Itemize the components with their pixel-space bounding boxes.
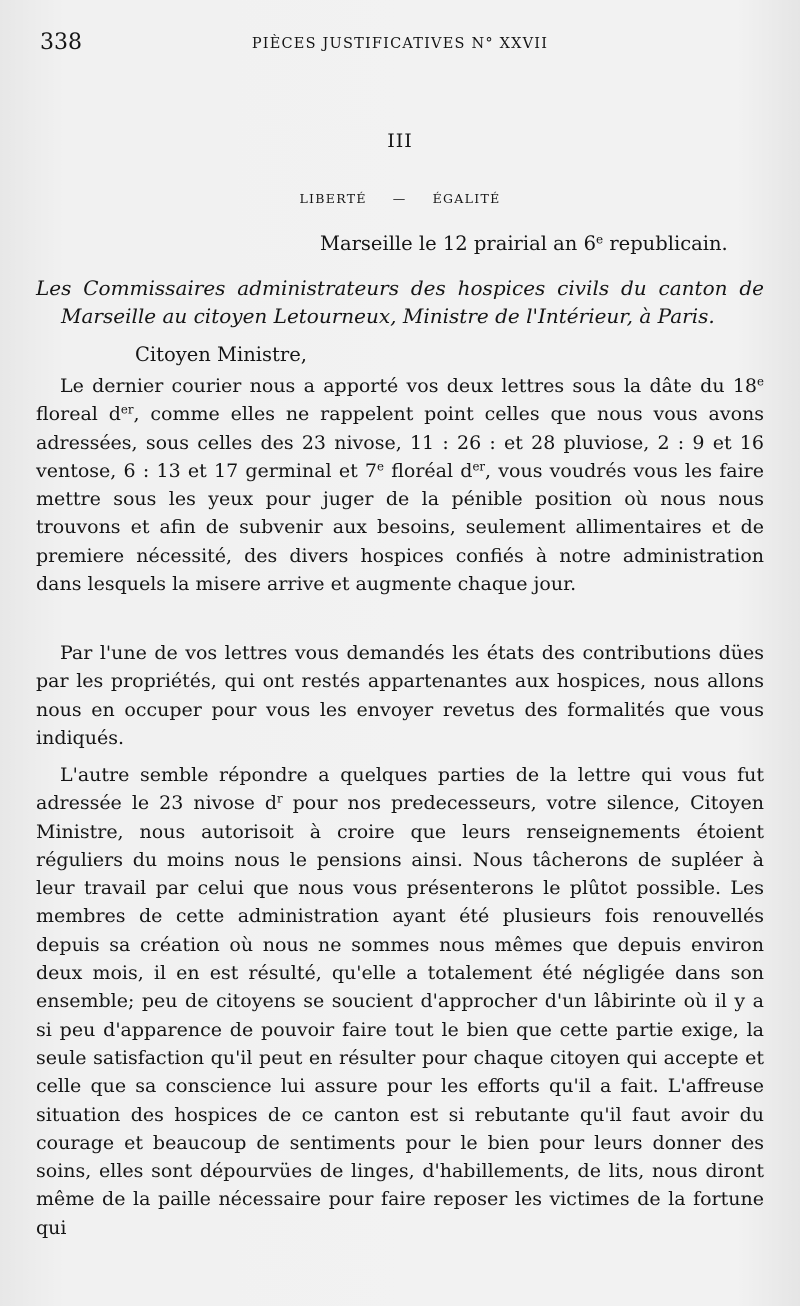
- letter-heading-line-2: Marseille au citoyen Letourneux, Ministre de l'Intérieur, à Paris.: [61, 304, 715, 328]
- letter-heading: [36, 274, 764, 330]
- p3-sup: r: [276, 791, 283, 806]
- page-number: 338: [40, 30, 82, 55]
- letter-dateline: [320, 232, 728, 255]
- letter-heading-line-1: Les Commissaires administrateurs des hospices civils du canton de: [36, 276, 764, 300]
- section-number: III: [387, 130, 413, 152]
- p3-text-b: pour nos predecesseurs, votre silence, Citoyen Ministre, nous autorisoit à croire que leurs renseignements étoient réguliers du moins nous le pensions ainsi. Nous tâcherons de supléer à leur travail par celui que nous vous présenterons le plûtot possible. Les membres de cette administration ayant été plusieurs fois renouvellés depuis sa création où nous ne sommes nous mêmes que depuis environ deux mois, il en est résulté, qu'elle a totalement été négligée dans son ensemble; peu de citoyens se soucient d'approcher d'un lâbirinte où il y a si peu d'apparence de pouvoir faire tout le bien que cette partie exige, la seule satisfaction qu'il peut en résulter pour chaque citoyen qui accepte et celle que sa conscience lui assure pour les efforts qu'il a fait. L'affreuse situation des hospices de ce canton est si rebutante qu'il faut avoir du courage et beaucoup de sentiments pour le bien pour leurs donner des soins, elles sont dépourvües de linges, d'habillements, de lits, nous diront même de la paille nécessaire pour faire reposer les victimes de la fortune qui: [36, 792, 764, 1239]
- p1-text-a: Le dernier courier nous a apporté vos deux lettres sous la dâte du 18: [60, 375, 758, 397]
- motto-dash: —: [392, 191, 407, 206]
- paragraph-3: [36, 761, 764, 1242]
- paragraph-1: [36, 372, 764, 598]
- dateline-text: Marseille le 12 prairial an 6: [320, 232, 596, 255]
- p1-sup-4: er: [472, 459, 486, 474]
- p1-text-e: , vous voudrés vous les faire mettre sous les yeux pour juger de la pénible position où nous nous trouvons et afin de subvenir aux besoins, seulement allimentaires et de premiere nécessité, des divers hospices confiés à notre administration dans lesquels la misere arrive et augmente chaque jour.: [36, 459, 764, 596]
- running-header: [40, 30, 760, 60]
- paragraph-2: [36, 639, 764, 752]
- p1-sup-1: e: [757, 374, 764, 389]
- motto-egalite: ÉGALITÉ: [432, 191, 501, 206]
- p1-text-d: floréal d: [383, 459, 473, 482]
- dateline-suffix: republicain.: [603, 232, 728, 255]
- p1-text-b: floreal d: [36, 403, 121, 426]
- p1-sup-2: er: [120, 402, 134, 417]
- dateline-superscript: e: [595, 232, 604, 247]
- p3-text-a: L'autre semble répondre a quelques parties de la lettre qui vous fut adressée le 23 nivose d: [36, 764, 764, 815]
- p1-text-c: , comme elles ne rappelent point celles que nous vous avons adressées, sous celles des 23 nivose, 11 : 26 : et 28 pluviose, 2 : 9 et 16 ventose, 6 : 13 et 17 germinal et 7: [36, 403, 764, 482]
- motto-liberte: LIBERTÉ: [299, 191, 367, 206]
- p1-sup-3: e: [377, 459, 384, 474]
- p2-text: Par l'une de vos lettres vous demandés les états des contributions dües par les propriétés, qui ont restés appartenantes aux hospices, nous allons nous en occuper pour vous les envoyer revetus des formalités que vous indiqués.: [36, 642, 764, 749]
- republican-motto: [0, 191, 800, 206]
- letter-salutation: Citoyen Ministre,: [135, 343, 307, 366]
- running-title: PIÈCES JUSTIFICATIVES N° XXVII: [251, 36, 549, 52]
